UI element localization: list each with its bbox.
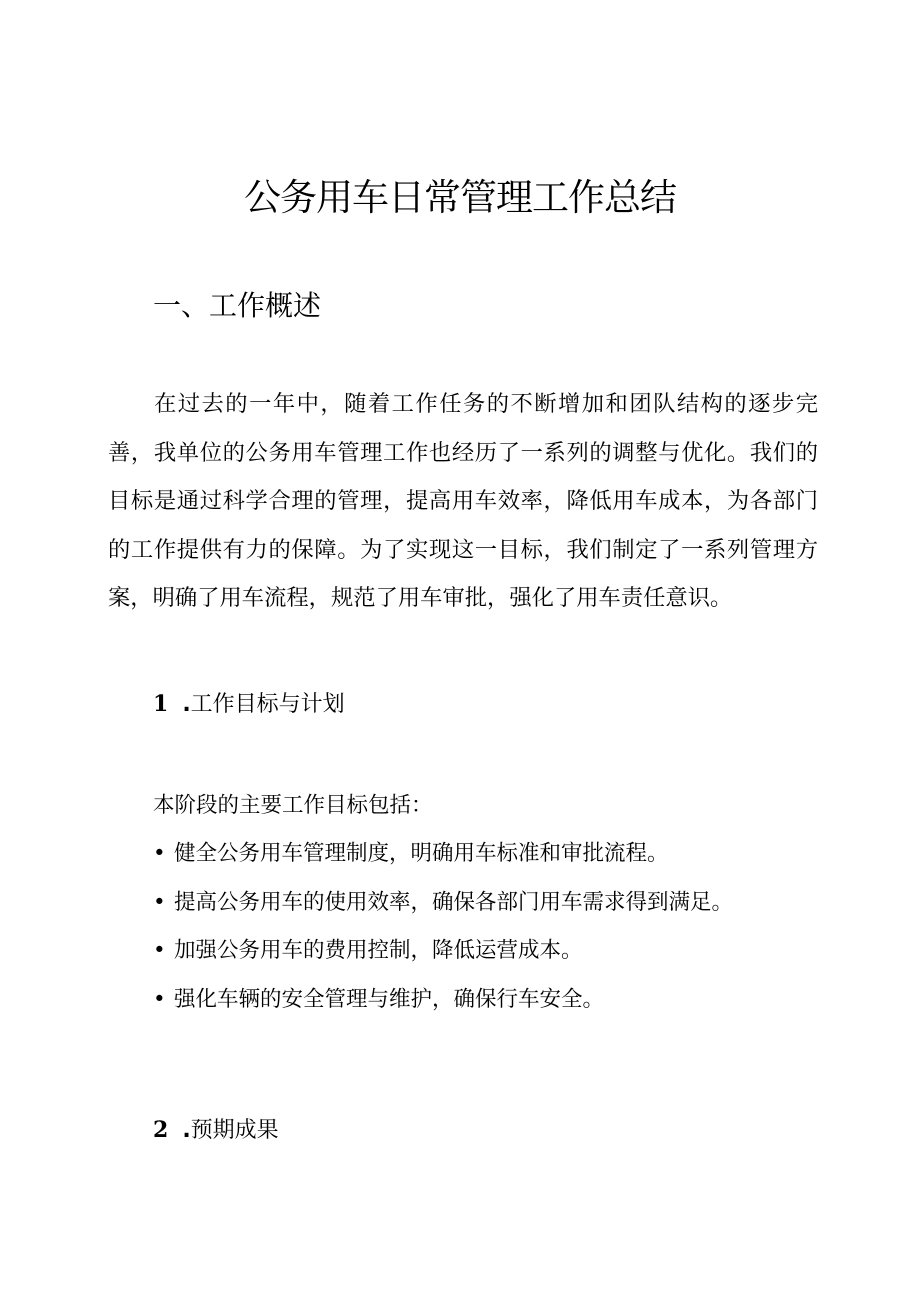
subsection-heading-goals <box>153 688 345 721</box>
bullet-icon: • <box>153 938 166 963</box>
list-item <box>153 838 733 887</box>
goals-intro: 本阶段的主要工作目标包括： <box>153 793 433 818</box>
subsection-heading-outcomes <box>153 1114 279 1147</box>
list-item-text: 提高公务用车的使用效率，确保各部门用车需求得到满足。 <box>174 889 734 915</box>
bullet-icon: • <box>153 841 166 866</box>
list-item-text: 健全公务用车管理制度，明确用车标准和审批流程。 <box>174 841 669 866</box>
subsection-dot: . <box>182 692 191 717</box>
section-heading-overview: 一、工作概述 <box>153 289 322 322</box>
subsection-title: 工作目标与计划 <box>190 692 345 717</box>
subsection-title: 预期成果 <box>190 1118 279 1143</box>
overview-paragraph: 在过去的一年中，随着工作任务的不断增加和团队结构的逐步完善，我单位的公务用车管理工作也经历了一系列的调整与优化。我们的目标是通过科学合理的管理，提高用车效率，降低用车成本，为各部门的工作提供有力的保障。为了实现这一目标，我们制定了一系列管理方案，明确了用车流程，规范了用车审批，强化了用车责任意识。 <box>108 391 818 611</box>
list-item <box>153 935 733 984</box>
bullet-icon: • <box>153 986 166 1012</box>
list-item-text: 强化车辆的安全管理与维护，确保行车安全。 <box>174 986 605 1012</box>
document-title: 公务用车日常管理工作总结 <box>244 176 676 219</box>
subsection-dot: . <box>182 1118 191 1143</box>
goals-list <box>153 838 733 1032</box>
bullet-icon: • <box>153 889 166 915</box>
subsection-number: 1 <box>153 691 169 717</box>
subsection-number: 2 <box>153 1117 169 1143</box>
list-item <box>153 984 733 1033</box>
list-item <box>153 887 733 936</box>
list-item-text: 加强公务用车的费用控制，降低运营成本。 <box>174 938 583 963</box>
